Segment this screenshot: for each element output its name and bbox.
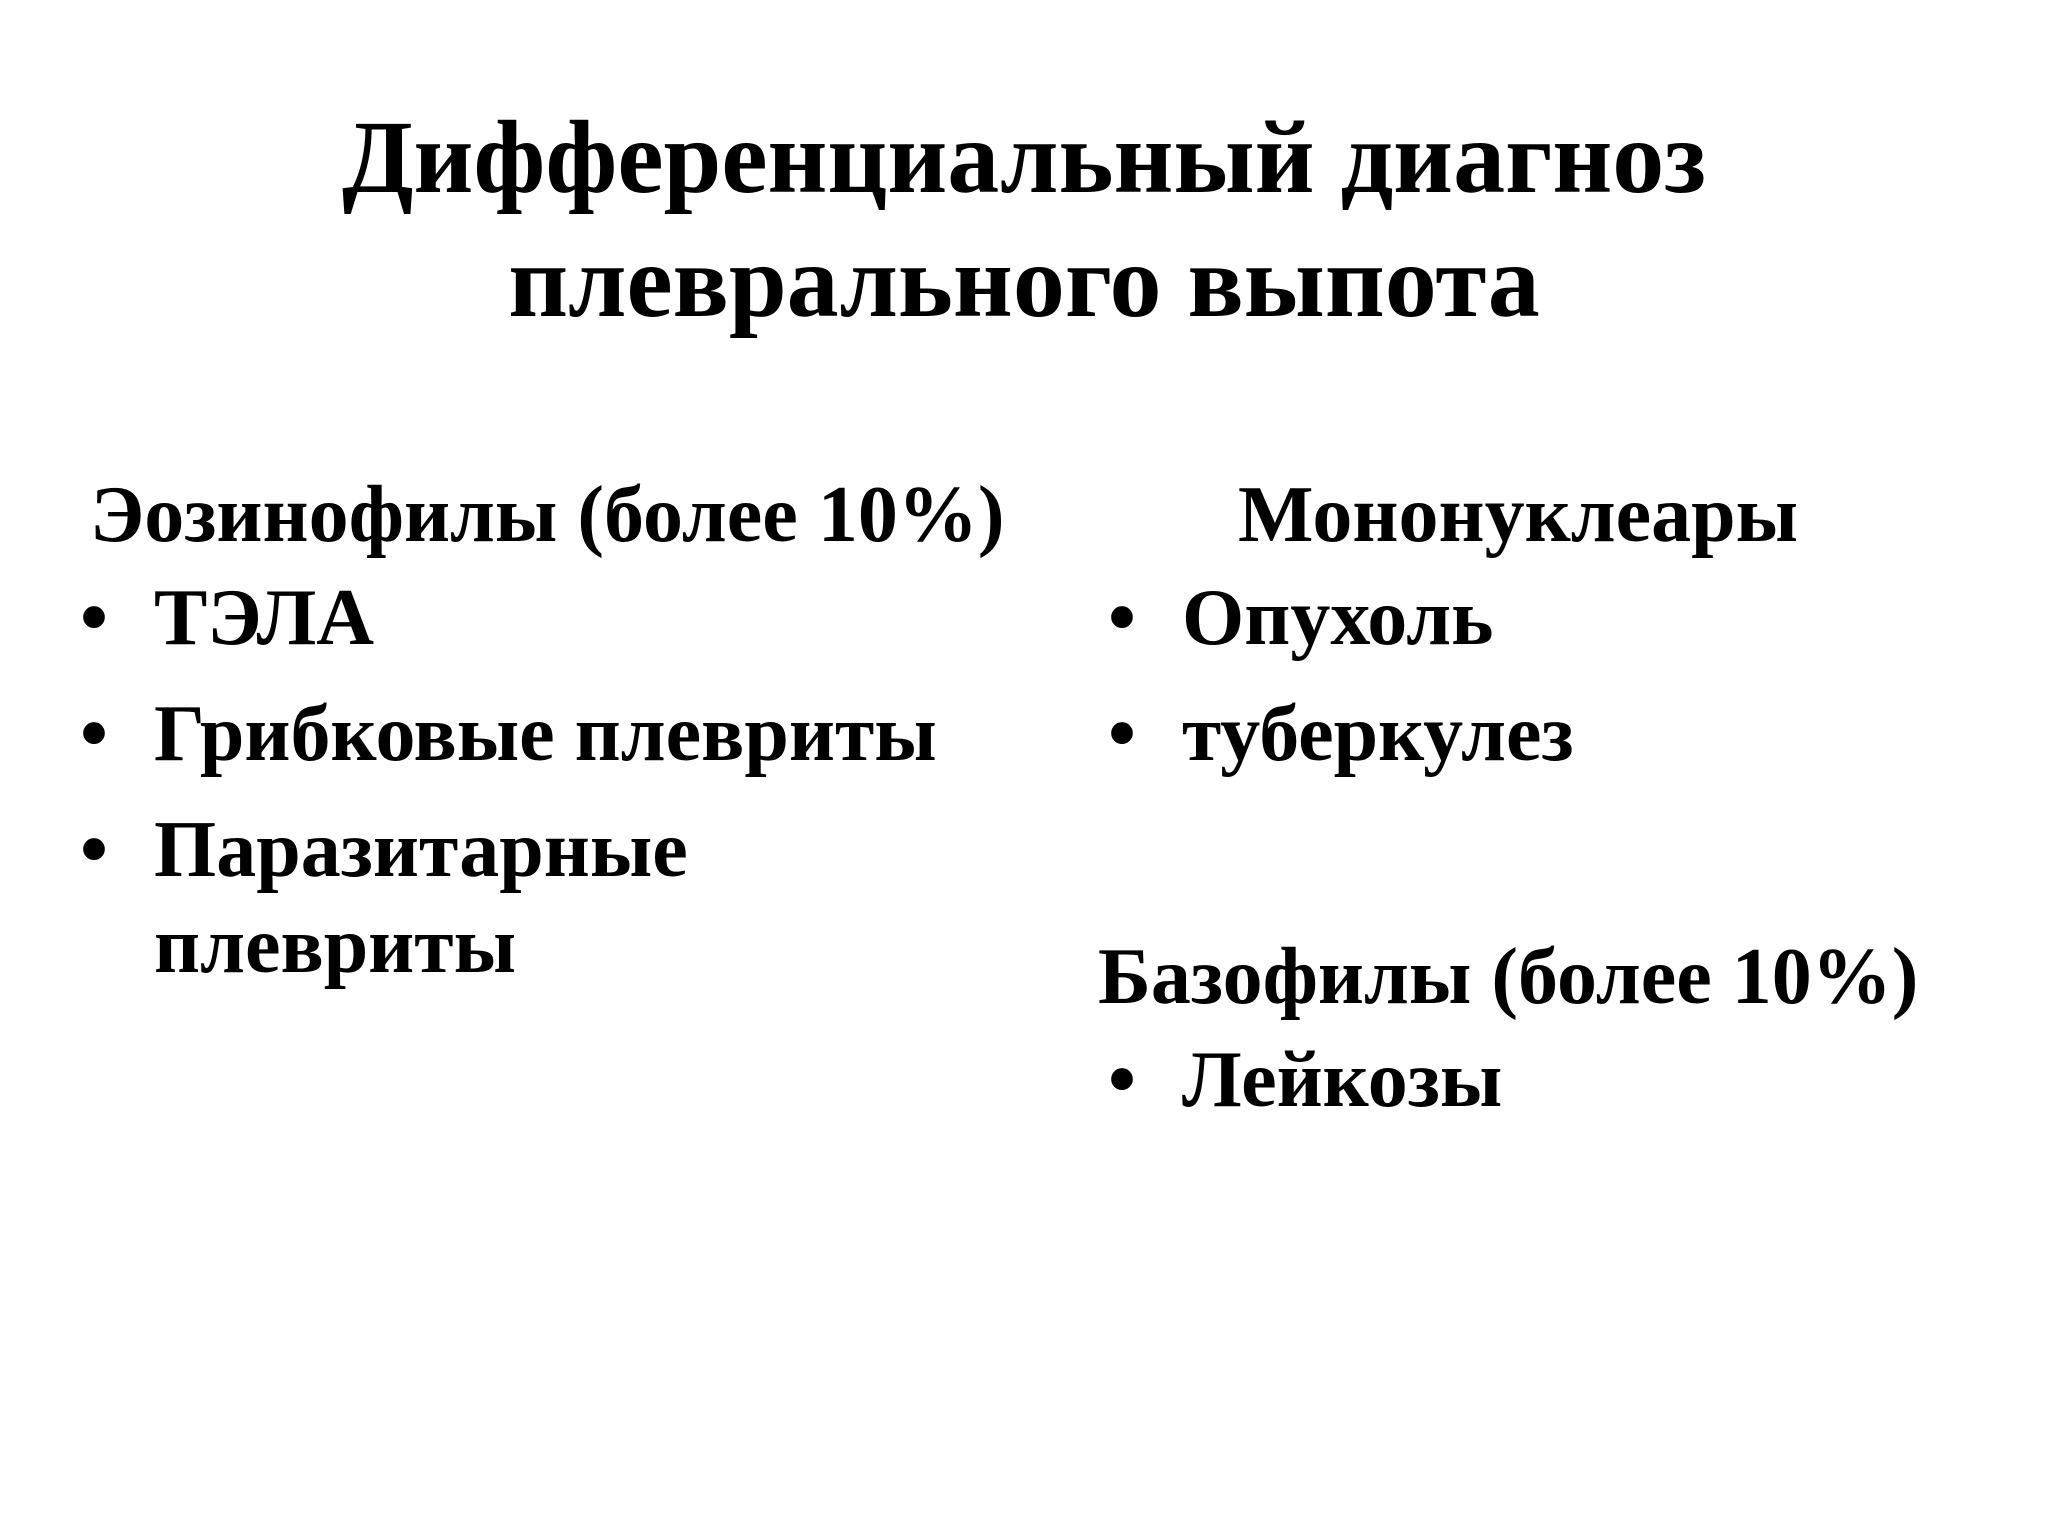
bullet-icon: • bbox=[1108, 1036, 1137, 1124]
list-item-label: ТЭЛА bbox=[154, 574, 374, 662]
basophils-list bbox=[1098, 1032, 2018, 1128]
slide-title bbox=[0, 96, 2048, 344]
list-item-label: Опухоль bbox=[1182, 574, 1494, 662]
list-item bbox=[70, 802, 754, 994]
bullet-icon: • bbox=[1108, 690, 1137, 778]
bullet-icon: • bbox=[1108, 574, 1137, 662]
right-column bbox=[1098, 460, 2018, 1148]
bullet-icon: • bbox=[80, 806, 109, 894]
bullet-icon: • bbox=[80, 690, 109, 778]
list-item-label: Грибковые плевриты bbox=[154, 690, 937, 778]
list-item bbox=[1098, 1032, 2018, 1128]
bullet-icon: • bbox=[80, 574, 109, 662]
eosinophils-list bbox=[70, 570, 1070, 994]
title-line-2: плеврального выпота bbox=[508, 224, 1540, 339]
list-item bbox=[1098, 570, 2018, 666]
list-item-label: туберкулез bbox=[1182, 690, 1574, 778]
mononuclears-list bbox=[1098, 570, 2018, 782]
list-item bbox=[70, 570, 1070, 666]
spacer bbox=[1098, 802, 2018, 922]
list-item bbox=[70, 686, 1070, 782]
eosinophils-heading: Эозинофилы (более 10%) bbox=[90, 471, 1005, 559]
list-item-label: Паразитарные плевриты bbox=[154, 806, 688, 990]
list-item bbox=[1098, 686, 2018, 782]
mononuclears-heading: Мононуклеары bbox=[1237, 471, 1799, 559]
left-column bbox=[70, 460, 1070, 1014]
title-line-1: Дифференциальный диагноз bbox=[341, 100, 1707, 215]
basophils-heading: Базофилы (более 10%) bbox=[1098, 933, 1919, 1021]
list-item-label: Лейкозы bbox=[1182, 1036, 1503, 1124]
